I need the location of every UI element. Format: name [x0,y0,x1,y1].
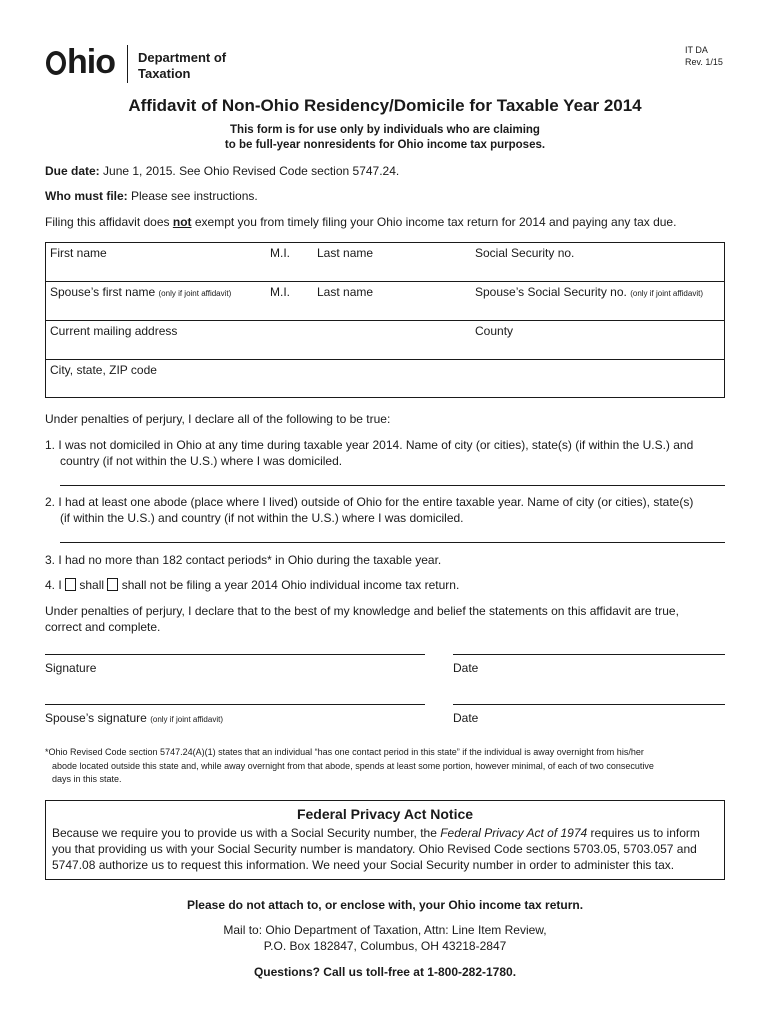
statement-1-answer-line[interactable] [60,485,725,486]
spouse-last-name-field[interactable]: Last name [317,285,374,299]
filing-note [45,214,676,230]
footnote-line-3: days in this state. [52,774,122,784]
shall-not-label: shall not be filing a year 2014 Ohio individual income tax return. [121,578,460,592]
ohio-logo-o-icon [46,51,66,75]
attach-note: Please do not attach to, or enclose with, your Ohio income tax return. [186,898,584,912]
statement-4-prefix: 4. I [45,578,62,592]
filing-note-emphasis: not [172,215,192,229]
form-id: IT DA [685,45,708,55]
statement-2-line-2: (if within the U.S.) and country (if not within the U.S.) where I was domiciled. [60,511,464,525]
page-subtitle [0,123,770,153]
statement-1-line-1: 1. I was not domiciled in Ohio at any time during taxable year 2014. Name of city (or cities), state(s) (if within the U.S.) and [45,438,694,452]
mi-field[interactable]: M.I. [270,246,290,260]
shall-checkbox[interactable] [65,578,76,591]
shall-label: shall [79,578,105,592]
footnote-line-2: abode located outside this state and, while away overnight from that abode, spends at least some portion, however minimal, of each of two consecutive [52,761,654,771]
closing-declaration-line-2: correct and complete. [45,620,161,634]
department-line-2: Taxation [138,66,191,81]
due-date-text: June 1, 2015. See Ohio Revised Code section 5747.24. [99,164,400,178]
due-date-label: Due date: [45,164,100,178]
page-title: Affidavit of Non-Ohio Residency/Domicile for Taxable Year 2014 [128,96,642,115]
spouse-first-name-field[interactable] [50,285,231,301]
city-state-zip-field[interactable]: City, state, ZIP code [50,363,157,377]
privacy-line-1-before: Because we require you to provide us with a Social Security number, the [52,826,441,840]
who-must-file-label: Who must file: [45,189,128,203]
filing-note-after: exempt you from timely filing your Ohio income tax return for 2014 and paying any tax due. [191,215,677,229]
form-code [685,44,723,68]
mailing-address-field[interactable]: Current mailing address [50,324,178,338]
footnote-line-1: *Ohio Revised Code section 5747.24(A)(1) states that an individual “has one contact period in this state” if the individual is away overnight from his/her [45,747,644,757]
spouse-date-label: Date [453,711,479,725]
spouse-signature-line[interactable] [45,704,425,705]
privacy-line-1-after: requires us to inform [587,826,700,840]
logo-divider [127,45,128,83]
box-row-divider [45,320,725,321]
date-line[interactable] [453,654,725,655]
box-row-divider [45,281,725,282]
signature-label: Signature [45,661,97,675]
spouse-signature-label: Spouse’s signature [45,711,147,725]
privacy-line-2: you that providing us with your Social Security number is mandatory. Ohio Revised Code sections 5703.05, 5703.057 and [52,842,697,856]
spouse-date-line[interactable] [453,704,725,705]
spouse-first-name-note: (only if joint affidavit) [158,289,232,298]
spouse-first-name-label: Spouse’s first name [50,285,156,299]
spouse-ssn-label: Spouse’s Social Security no. [475,285,627,299]
date-label: Date [453,661,479,675]
due-date [45,163,399,179]
statement-2-answer-line[interactable] [60,542,725,543]
subtitle-line-1: This form is for use only by individuals who are claiming [230,124,540,136]
statement-3: 3. I had no more than 182 contact periods* in Ohio during the taxable year. [45,553,442,567]
statement-4 [45,577,459,593]
statement-1-line-2: country (if not within the U.S.) where I was domiciled. [60,454,343,468]
statement-2-line-1: 2. I had at least one abode (place where I lived) outside of Ohio for the entire taxable year. Name of city (or cities), state(s) [45,495,694,509]
questions-line: Questions? Call us toll-free at 1-800-282-1780. [253,965,517,979]
privacy-line-3: 5747.08 authorize us to request this information. We need your Social Security number in order to administer this tax. [52,858,675,872]
spouse-ssn-note: (only if joint affidavit) [630,289,703,298]
declaration-intro: Under penalties of perjury, I declare all of the following to be true: [45,412,391,426]
department-line-1: Department of [138,50,227,65]
subtitle-line-2: to be full-year nonresidents for Ohio income tax purposes. [224,139,546,151]
last-name-field[interactable]: Last name [317,246,374,260]
spouse-signature [45,710,223,728]
box-row-divider [45,359,725,360]
mail-to-line-1: Mail to: Ohio Department of Taxation, Attn: Line Item Review, [223,923,547,937]
privacy-notice-text [52,825,718,873]
form-revision: Rev. 1/15 [685,57,723,67]
ohio-logo [46,44,115,80]
spouse-ssn-field[interactable] [475,285,703,301]
privacy-line-1 [52,825,718,841]
ohio-logo-word: hio [67,43,115,81]
county-field[interactable]: County [475,324,514,338]
ssn-field[interactable]: Social Security no. [475,246,575,260]
privacy-act-name: Federal Privacy Act of 1974 [440,826,588,840]
signature-line[interactable] [45,654,425,655]
who-must-file-text: Please see instructions. [127,189,258,203]
spouse-mi-field[interactable]: M.I. [270,285,290,299]
closing-declaration-line-1: Under penalties of perjury, I declare that to the best of my knowledge and belief the statements on this affidavit are true, [45,604,679,618]
privacy-notice-box [45,800,725,880]
first-name-field[interactable]: First name [50,246,107,260]
mail-to-line-2: P.O. Box 182847, Columbus, OH 43218-2847 [263,939,507,953]
who-must-file [45,188,258,204]
spouse-signature-note: (only if joint affidavit) [150,715,223,724]
shall-not-checkbox[interactable] [107,578,118,591]
filing-note-before: Filing this affidavit does [45,215,173,229]
department-name [138,50,226,82]
privacy-notice-title: Federal Privacy Act Notice [296,806,474,822]
